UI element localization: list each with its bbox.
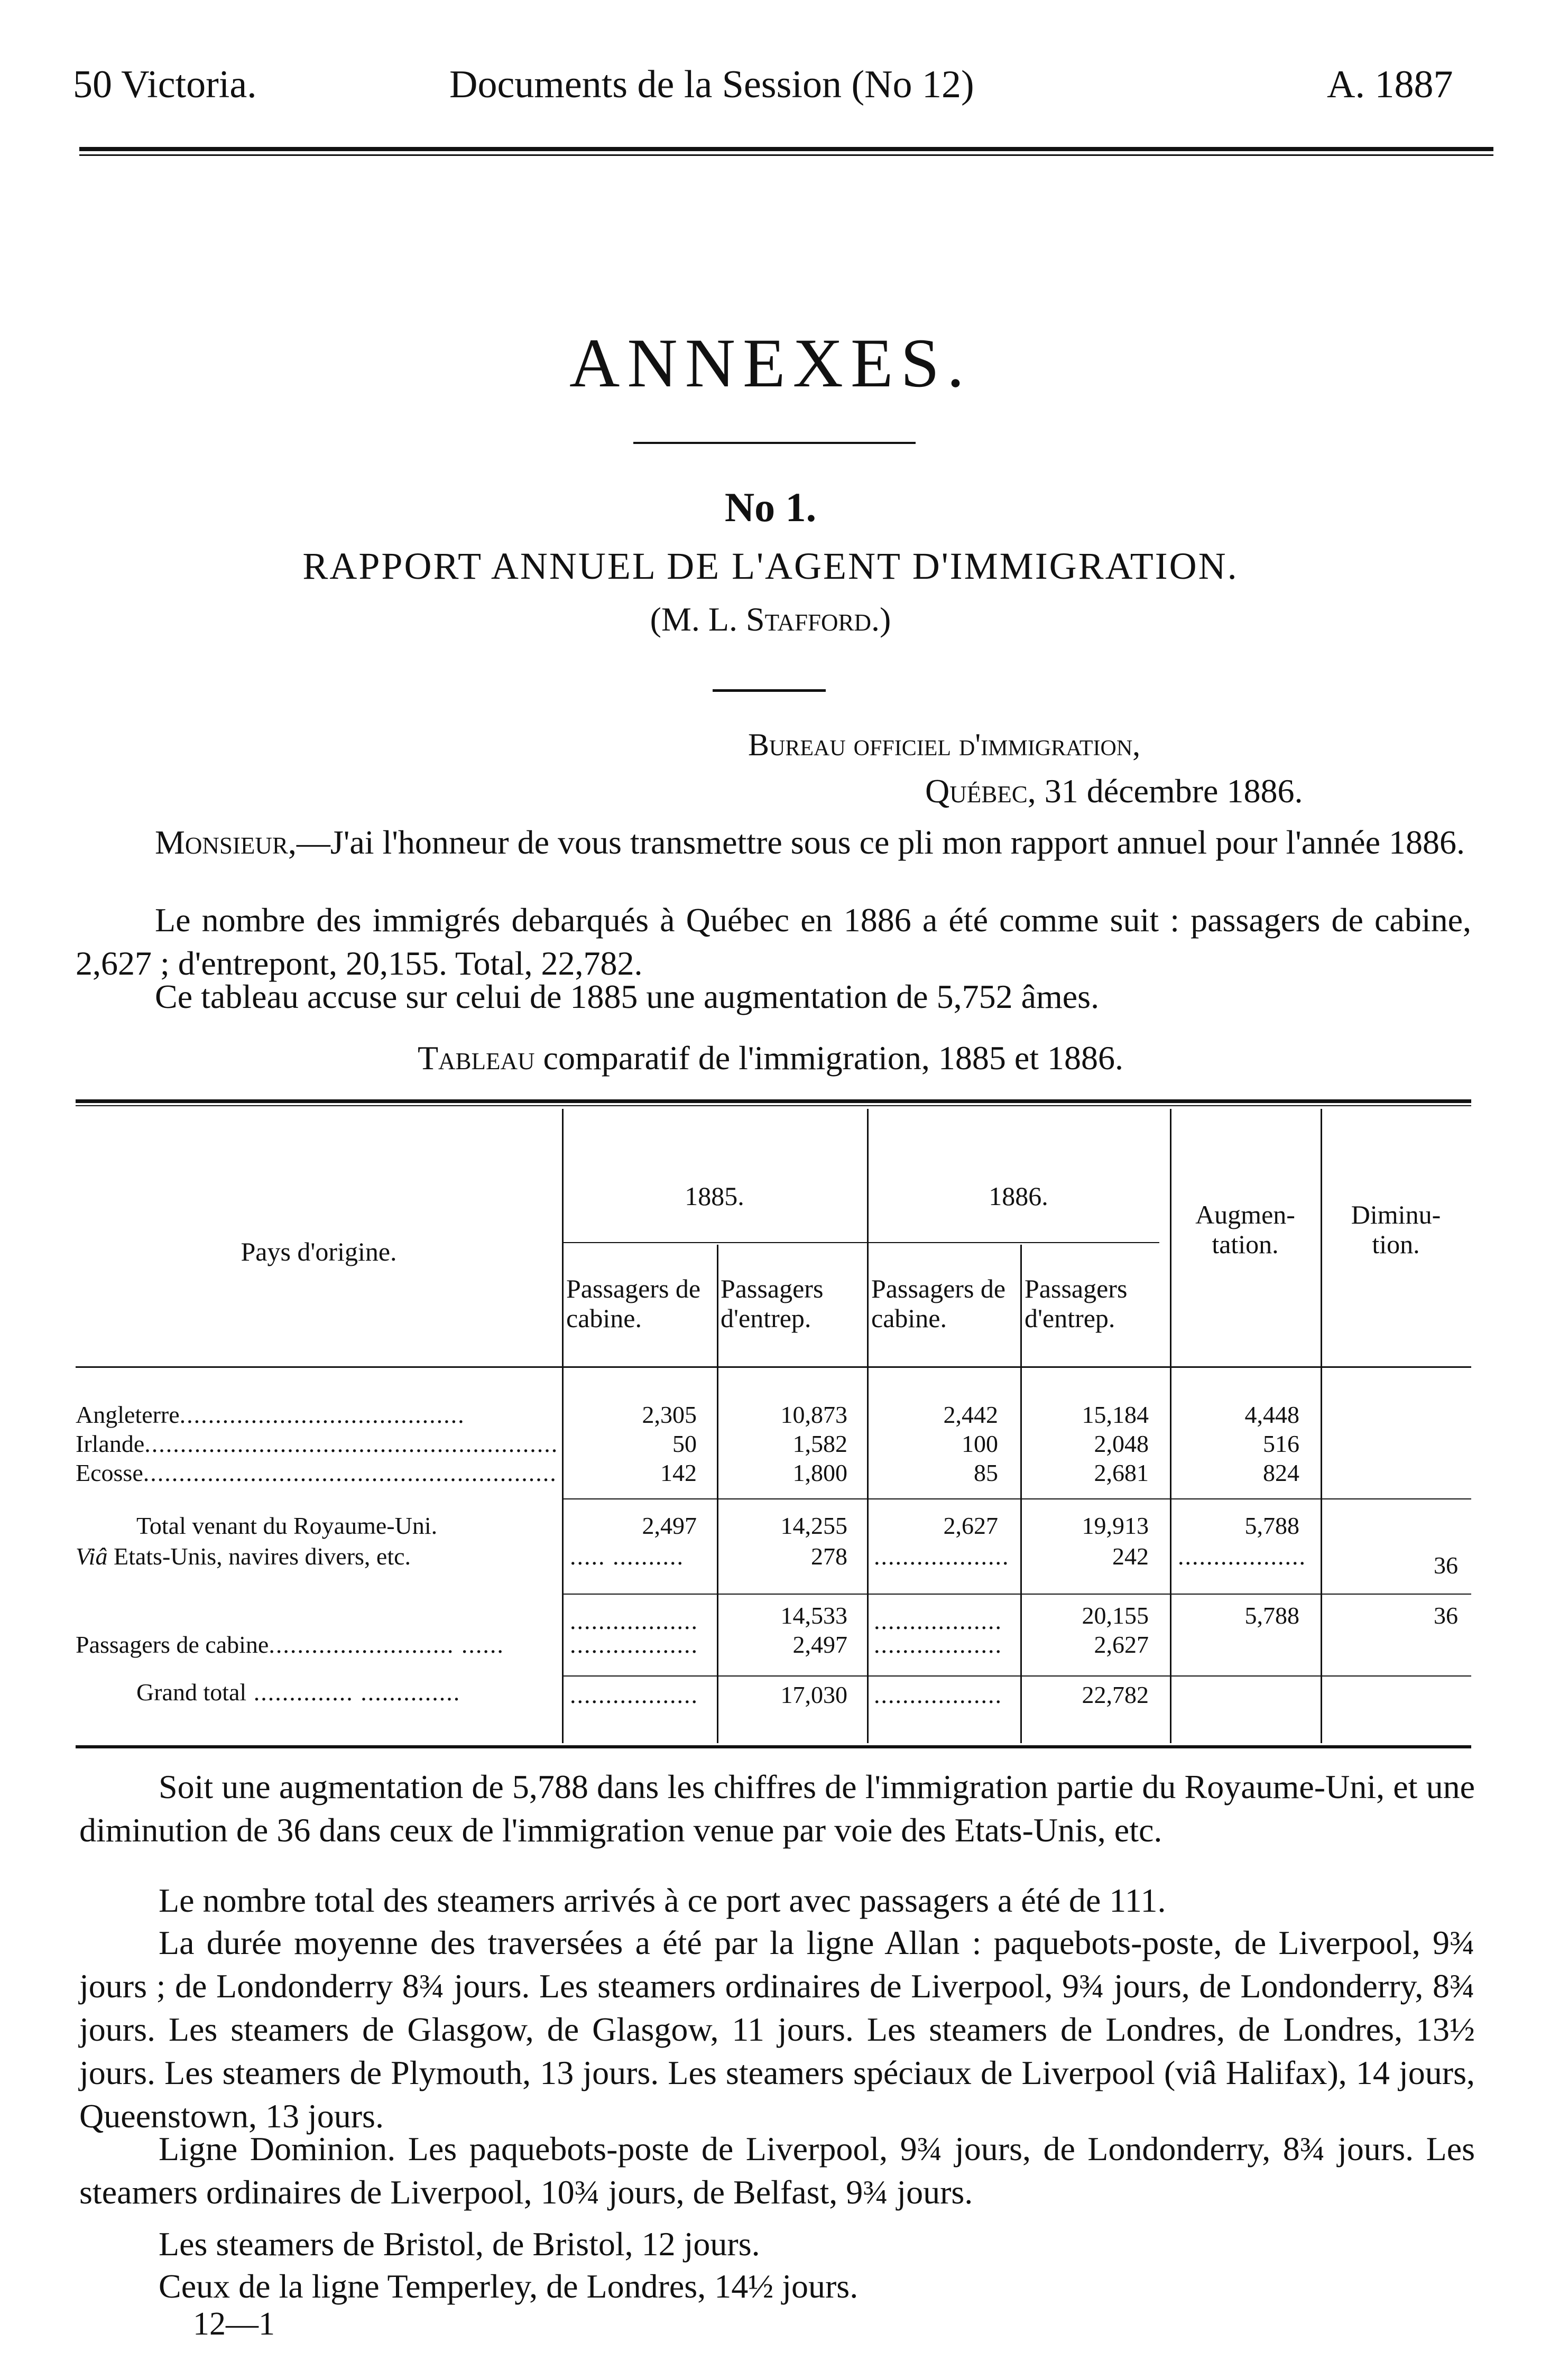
agent-name: (M. L. Stafford.) [650,600,891,638]
table-bottom-rule [76,1745,1471,1748]
col-rule-5 [1170,1109,1171,1743]
header-bottom-rule [76,1366,1471,1368]
header-cabine-1886: Passagers de cabine. [871,1274,1006,1333]
leader-dots: .................. [874,1631,1002,1658]
table-top-rule [76,1099,1471,1103]
row-label-via-etats-unis: Viâ Etats-Unis, navires divers, etc. [76,1543,411,1570]
cell-angleterre-e1886: 15,184 [1082,1401,1149,1428]
cell-total-c1885: 2,497 [642,1512,697,1539]
cell-ecosse-e1886: 2,681 [1094,1459,1149,1486]
header-1885: 1885. [685,1181,744,1211]
leader-dots: ..... .......... [570,1543,684,1570]
paragraph-increase: Ce tableau accuse sur celui de 1885 une augmentation de 5,752 âmes. [155,978,1100,1015]
leader-dots: .................. [570,1607,698,1634]
header-augmentation: Augmen-tation. [1195,1200,1295,1259]
page-title: ANNEXES. [569,324,972,402]
row-label-passagers-cabine: Passagers de cabine.......................... ...... [76,1631,504,1658]
cell-combined-e1885: 14,533 [780,1602,847,1629]
paragraph-bristol: Les steamers de Bristol, de Bristol, 12 jours. [159,2225,760,2263]
cell-total-e1886: 19,913 [1082,1512,1149,1539]
cell-total-e1885: 14,255 [780,1512,847,1539]
table-top-rule-thin [76,1105,1471,1106]
title-divider [633,442,916,444]
report-title: RAPPORT ANNUEL DE L'AGENT D'IMMIGRATION. [302,545,1239,587]
immigration-table [76,1099,1471,1752]
leader-dots: .................. [874,1681,1002,1708]
paragraph-allan-line: La durée moyenne des traversées a été par la ligne Allan : paquebots-poste, de Liverpool, 9¾ jours ; de Londonderry 8¾ jours. Les steamers ordinaires de Liverpool, 9¾ jours, de Londonderry, 8¾ jours. Les steamers de Glasgow, de Glasgow, 11 jours. Les steamers de Londres, de Londres, 13½ jours. Les steamers de Plymouth, 13 jours. Les steamers spéciaux de Liverpool (viâ Halifax), 14 jours, Queenstown, 13 jours. [79,1924,1475,2135]
cell-angleterre-c1886: 2,442 [943,1401,998,1428]
bureau-line: Bureau officiel d'immigration, [748,727,1141,762]
year-divider [562,1242,1159,1243]
col-rule-4 [1020,1245,1022,1743]
signature-mark: 12—1 [193,2306,275,2342]
table-caption [0,1039,1541,1078]
col-rule-6 [1321,1109,1322,1743]
cell-combined-aug: 5,788 [1244,1602,1299,1629]
dateline-city: Québec, [925,772,1036,810]
header-session-year: 50 Victoria. [73,63,257,106]
cell-ecosse-e1885: 1,800 [792,1459,847,1486]
cell-irlande-e1885: 1,582 [792,1430,847,1457]
header-entrep-1886: Passagers d'entrep. [1025,1274,1128,1333]
header-cabine-1885: Passagers de cabine. [566,1274,701,1333]
cell-ecosse-aug: 824 [1263,1459,1299,1486]
row-label-total-royaume-uni: Total venant du Royaume-Uni. [136,1512,438,1539]
cell-cabine-e1885: 2,497 [792,1631,847,1658]
leader-dots: .................. [570,1631,698,1658]
table-caption-rest: comparatif de l'immigration, 1885 et 1886. [543,1039,1124,1077]
paragraph-immigrant-count: Le nombre des immigrés debarqués à Québec en 1886 a été comme suit : passagers de cabine, 2,627 ; d'entrepont, 20,155. Total, 22,782. [76,901,1471,982]
leader-dots: .................. [570,1681,698,1708]
grand-total-rule [562,1675,1471,1677]
header-document-title: Documents de la Session (No 12) [449,63,974,106]
cell-grand-e1885: 17,030 [780,1681,847,1708]
cell-via-e1885: 278 [811,1543,847,1570]
cell-ecosse-c1886: 85 [974,1459,998,1486]
row-label-angleterre: Angleterre........................................ [76,1401,465,1428]
paragraph-1-text: —J'ai l'honneur de vous transmettre sous ce pli mon rapport annuel pour l'année 1886. [296,823,1465,861]
header-entrep-1885: Passagers d'entrep. [721,1274,824,1333]
header-pays: Pays d'origine. [241,1237,397,1266]
subtotal-rule [562,1498,1471,1499]
paragraph-salutation [76,821,1471,864]
combined-rule [562,1594,1471,1595]
cell-grand-e1886: 22,782 [1082,1681,1149,1708]
paragraph-summary: Soit une augmentation de 5,788 dans les chiffres de l'immigration partie du Royaume-Uni, et une diminution de 36 dans ceux de l'immigration venue par voie des Etats-Unis, etc. [79,1768,1475,1849]
leader-dots: .................. [874,1607,1002,1634]
row-label-ecosse: Ecosse.......................................................... [76,1459,557,1486]
header-1886: 1886. [989,1181,1048,1211]
row-label-grand-total: Grand total .............. .............. [136,1679,461,1706]
cell-cabine-e1886: 2,627 [1094,1631,1149,1658]
paragraph-dominion-line: Ligne Dominion. Les paquebots-poste de Liverpool, 9¾ jours, de Londonderry, 8¾ jours. Les steamers ordinaires de Liverpool, 10¾ jours, de Belfast, 9¾ jours. [79,2130,1475,2211]
row-label-irlande: Irlande.......................................................... [76,1430,559,1457]
cell-irlande-c1886: 100 [962,1430,998,1457]
table-caption-word: Tableau [417,1039,535,1077]
section-divider [713,689,826,692]
col-rule-2 [717,1245,718,1743]
dateline [925,772,1303,811]
cell-combined-dim: 36 [1434,1602,1458,1629]
cell-combined-e1886: 20,155 [1082,1602,1149,1629]
annex-number: No 1. [724,484,817,530]
header-rule-thick [79,147,1493,151]
header-year: A. 1887 [1327,63,1453,106]
leader-dots: ................... [874,1543,1010,1570]
cell-total-aug: 5,788 [1244,1512,1299,1539]
cell-angleterre-e1885: 10,873 [780,1401,847,1428]
paragraph-temperley: Ceux de la ligne Temperley, de Londres, 14½ jours. [159,2267,859,2305]
header-diminution: Diminu-tion. [1351,1200,1441,1259]
header-rule-thin [79,154,1493,156]
salutation: Monsieur, [155,823,297,861]
cell-total-c1886: 2,627 [943,1512,998,1539]
cell-irlande-aug: 516 [1263,1430,1299,1457]
paragraph-steamers-total: Le nombre total des steamers arrivés à ce port avec passagers a été de 111. [159,1882,1166,1919]
cell-angleterre-c1885: 2,305 [642,1401,697,1428]
dateline-date: 31 décembre 1886. [1044,772,1303,810]
cell-angleterre-aug: 4,448 [1244,1401,1299,1428]
cell-via-e1886: 242 [1112,1543,1149,1570]
cell-ecosse-c1885: 142 [660,1459,697,1486]
leader-dots: .................. [1178,1543,1306,1570]
cell-via-dim: 36 [1434,1552,1458,1579]
cell-irlande-e1886: 2,048 [1094,1430,1149,1457]
cell-irlande-c1885: 50 [672,1430,697,1457]
